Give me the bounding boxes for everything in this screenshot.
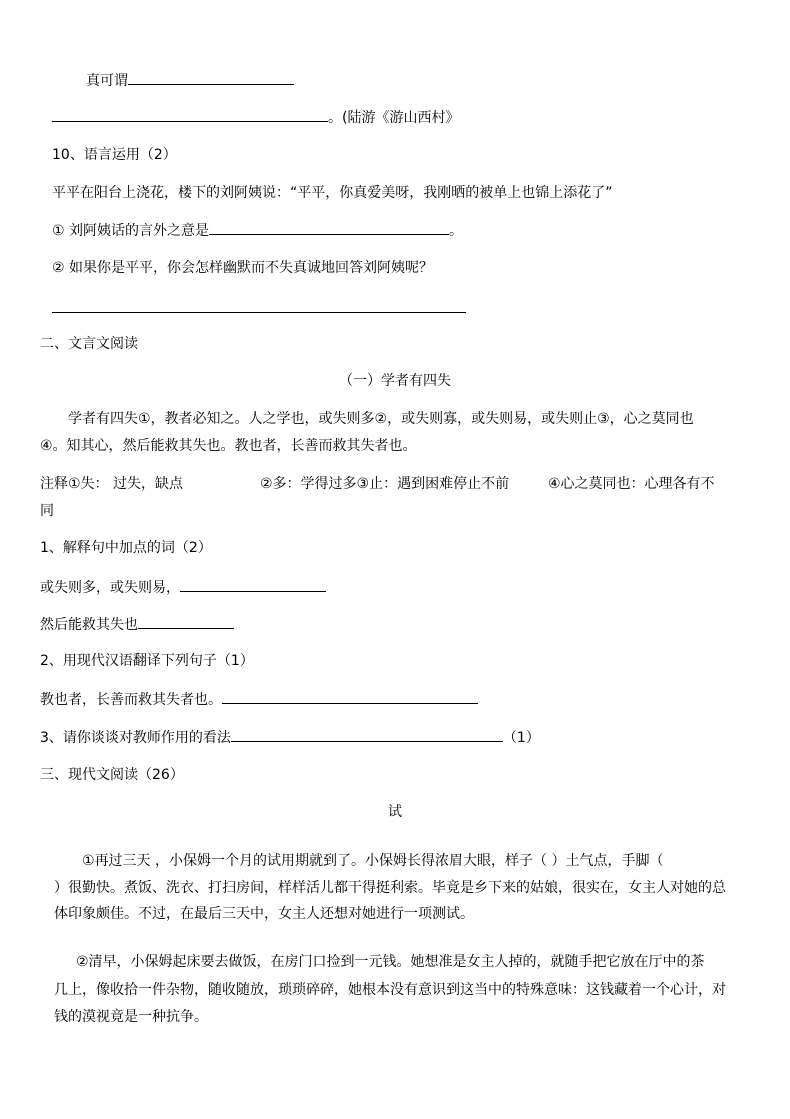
notes-c: ④心之莫同也：心理各有不 [548, 476, 715, 492]
passage-line-1: 学者有四失①，教者必知之。人之学也，或失则多②，或失则寡，或失则易，或失则止③，心之莫同也 [68, 411, 694, 427]
section3-heading: 三、现代文阅读（26） [40, 767, 184, 783]
q2-heading: 2、用现代汉语翻译下列句子（1） [40, 653, 254, 669]
q10-sub2: ② 如果你是平平，你会怎样幽默而不失真诚地回答刘阿姨呢？ [52, 260, 433, 276]
q3-suffix: （1） [502, 730, 540, 746]
poem-line-1-prefix: 真可谓 [86, 73, 128, 89]
notes-b: ②多：学得过多③止：遇到困难停止不前 [260, 476, 510, 492]
passage-line-2: ④。知其心，然后能救其失也。教也者，长善而救其失者也。 [40, 438, 417, 454]
p2-line-3: 钱的漠视竟是一种抗争。 [54, 1009, 208, 1025]
q10-sub1-prefix: ① 刘阿姨话的言外之意是 [52, 223, 210, 239]
poem-line-1 [86, 70, 294, 91]
q10-sub2-answer [52, 298, 466, 319]
answer-blank[interactable] [52, 298, 466, 313]
q10-sub1 [52, 220, 463, 241]
q1-item-b-text: 然后能救其失也 [40, 617, 138, 633]
notes-d: 同 [40, 503, 54, 519]
notes-a: 注释①失： 过失，缺点 [40, 476, 184, 492]
q10-heading: 10、语言运用（2） [52, 147, 177, 163]
poem-line-2 [52, 107, 459, 128]
q2-sentence: 教也者，长善而救其失者也。 [40, 692, 222, 708]
q1-heading: 1、解释句中加点的词（2） [40, 540, 212, 556]
p1-line-2: ）很勤快。煮饭、洗衣、打扫房间，样样活儿都干得挺利索。毕竟是乡下来的姑娘，很实在，女主人对她的总 [54, 880, 726, 896]
q2-item [40, 689, 478, 710]
q10-sub1-suffix: 。 [449, 223, 464, 239]
p2-line-2: 几上，像收拾一件杂物，随收随放，琐琐碎碎，她根本没有意识到这当中的特殊意味：这钱藏着一个心计，对 [54, 982, 726, 998]
answer-blank[interactable] [231, 727, 503, 742]
q10-scenario: 平平在阳台上浇花，楼下的刘阿姨说：“平平，你真爱美呀，我刚晒的被单上也锦上添花了” [52, 185, 613, 201]
q3-item [40, 727, 540, 748]
answer-blank[interactable] [138, 614, 234, 629]
answer-blank[interactable] [209, 220, 449, 235]
q3-prefix: 3、请你谈谈对教师作用的看法 [40, 730, 231, 746]
q1-item-a [40, 577, 326, 598]
poem-line-2-suffix: 。(陆游《游山西村》 [328, 110, 460, 126]
p1-line-1: ①再过三天 ，小保姆一个月的试用期就到了。小保姆长得浓眉大眼，样子（ ）土气点，手脚（ [82, 853, 664, 869]
q1-item-b [40, 614, 234, 635]
answer-blank[interactable] [222, 689, 478, 704]
section3-title: 试 [388, 804, 402, 820]
p1-line-3: 体印象颇佳。不过，在最后三天中，女主人还想对她进行一项测试。 [54, 906, 474, 922]
section2-heading: 二、文言文阅读 [40, 336, 138, 352]
p2-line-1: ②清早，小保姆起床要去做饭，在房门口捡到一元钱。她想准是女主人掉的，就随手把它放在厅中的茶 [76, 954, 705, 970]
answer-blank[interactable] [180, 577, 326, 592]
answer-blank[interactable] [128, 70, 294, 85]
q1-item-a-text: 或失则多，或失则易， [40, 580, 180, 596]
answer-blank[interactable] [52, 107, 328, 122]
section2-title: （一）学者有四失 [339, 373, 451, 389]
